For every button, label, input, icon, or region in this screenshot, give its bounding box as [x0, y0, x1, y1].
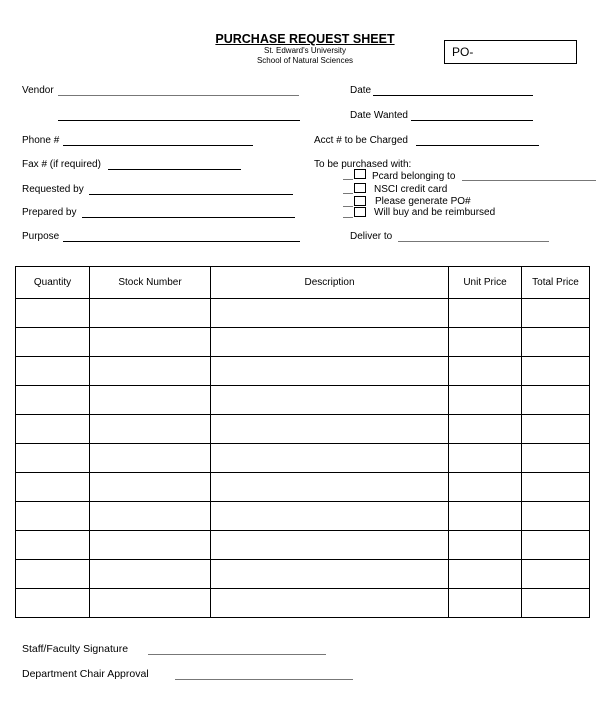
staff-signature-label: Staff/Faculty Signature: [22, 643, 129, 655]
items-table-body: [16, 299, 590, 618]
table-cell[interactable]: [522, 415, 590, 444]
option-line: [343, 206, 353, 207]
table-row: [16, 299, 590, 328]
fax-label: Fax # (if required): [22, 159, 101, 170]
table-cell[interactable]: [449, 357, 522, 386]
table-cell[interactable]: [90, 328, 211, 357]
table-cell[interactable]: [16, 589, 90, 618]
table-row: [16, 531, 590, 560]
vendor-field-line-2[interactable]: [58, 120, 300, 121]
requested-by-field[interactable]: [89, 194, 293, 195]
acct-label: Acct # to be Charged: [314, 135, 408, 146]
nsci-credit-card-checkbox[interactable]: [354, 183, 366, 193]
table-row: [16, 473, 590, 502]
table-cell[interactable]: [449, 531, 522, 560]
table-row: [16, 444, 590, 473]
acct-field[interactable]: [416, 145, 539, 146]
pcard-owner-field[interactable]: [462, 180, 596, 181]
table-cell[interactable]: [449, 299, 522, 328]
purpose-label: Purpose: [22, 231, 60, 242]
table-cell[interactable]: [449, 386, 522, 415]
table-cell[interactable]: [522, 444, 590, 473]
chair-approval-field[interactable]: [175, 679, 353, 680]
total-price-column-header: Total Price: [522, 267, 590, 299]
deliver-to-field[interactable]: [398, 241, 549, 242]
phone-label: Phone #: [22, 135, 60, 146]
po-number-box[interactable]: [444, 40, 577, 64]
table-cell[interactable]: [211, 299, 449, 328]
page-title: PURCHASE REQUEST SHEET: [215, 32, 395, 46]
table-cell[interactable]: [522, 560, 590, 589]
requested-by-label: Requested by: [22, 184, 84, 195]
table-cell[interactable]: [211, 357, 449, 386]
table-cell[interactable]: [449, 444, 522, 473]
table-cell[interactable]: [90, 299, 211, 328]
unit-price-column-header: Unit Price: [449, 267, 522, 299]
generate-po-checkbox[interactable]: [354, 196, 366, 206]
table-cell[interactable]: [90, 386, 211, 415]
table-cell[interactable]: [449, 328, 522, 357]
table-row: [16, 386, 590, 415]
pcard-label: Pcard belonging to: [372, 171, 456, 182]
table-cell[interactable]: [211, 415, 449, 444]
quantity-column-header: Quantity: [16, 267, 90, 299]
school-name: School of Natural Sciences: [256, 56, 354, 65]
table-cell[interactable]: [16, 357, 90, 386]
table-cell[interactable]: [522, 328, 590, 357]
prepared-by-label: Prepared by: [22, 207, 77, 218]
table-cell[interactable]: [16, 560, 90, 589]
table-row: [16, 328, 590, 357]
date-wanted-field[interactable]: [411, 120, 533, 121]
date-wanted-label: Date Wanted: [350, 110, 408, 121]
table-cell[interactable]: [90, 502, 211, 531]
option-line: [343, 179, 353, 180]
table-cell[interactable]: [90, 415, 211, 444]
table-row: [16, 589, 590, 618]
table-row: [16, 502, 590, 531]
table-header-row: [16, 267, 590, 299]
table-cell[interactable]: [90, 531, 211, 560]
table-cell[interactable]: [522, 531, 590, 560]
option-line: [343, 193, 353, 194]
buy-reimbursed-label: Will buy and be reimbursed: [374, 207, 496, 218]
table-cell[interactable]: [211, 589, 449, 618]
date-field[interactable]: [373, 95, 533, 96]
table-cell[interactable]: [211, 560, 449, 589]
table-cell[interactable]: [449, 589, 522, 618]
buy-reimbursed-checkbox[interactable]: [354, 207, 366, 217]
table-row: [16, 415, 590, 444]
table-row: [16, 560, 590, 589]
table-cell[interactable]: [211, 502, 449, 531]
option-line: [343, 217, 353, 218]
university-name: St. Edward's University: [264, 46, 346, 55]
prepared-by-field[interactable]: [82, 217, 295, 218]
table-cell[interactable]: [90, 473, 211, 502]
vendor-field[interactable]: [58, 95, 299, 96]
table-cell[interactable]: [522, 386, 590, 415]
table-cell[interactable]: [16, 444, 90, 473]
table-cell[interactable]: [16, 415, 90, 444]
table-cell[interactable]: [522, 473, 590, 502]
staff-signature-field[interactable]: [148, 654, 326, 655]
table-cell[interactable]: [449, 415, 522, 444]
table-cell[interactable]: [16, 328, 90, 357]
items-table: [15, 266, 590, 618]
date-label: Date: [350, 85, 372, 96]
table-row: [16, 357, 590, 386]
table-cell[interactable]: [90, 589, 211, 618]
table-cell[interactable]: [522, 299, 590, 328]
nsci-credit-card-label: NSCI credit card: [374, 184, 448, 195]
table-cell[interactable]: [90, 560, 211, 589]
chair-approval-label: Department Chair Approval: [22, 668, 149, 680]
description-column-header: Description: [211, 267, 449, 299]
table-cell[interactable]: [90, 444, 211, 473]
table-cell[interactable]: [90, 357, 211, 386]
table-cell[interactable]: [16, 531, 90, 560]
deliver-to-label: Deliver to: [350, 231, 393, 242]
table-cell[interactable]: [522, 589, 590, 618]
table-cell[interactable]: [211, 444, 449, 473]
table-cell[interactable]: [211, 473, 449, 502]
vendor-label: Vendor: [22, 85, 54, 96]
to-be-purchased-label: To be purchased with:: [314, 159, 412, 170]
table-cell[interactable]: [211, 531, 449, 560]
table-cell[interactable]: [522, 357, 590, 386]
purpose-field[interactable]: [63, 241, 300, 242]
po-label: PO-: [452, 45, 474, 59]
table-cell[interactable]: [211, 328, 449, 357]
table-cell[interactable]: [16, 299, 90, 328]
table-cell[interactable]: [522, 502, 590, 531]
pcard-checkbox[interactable]: [354, 169, 366, 179]
stock-number-column-header: Stock Number: [90, 267, 211, 299]
generate-po-label: Please generate PO#: [375, 196, 471, 207]
fax-field[interactable]: [108, 169, 241, 170]
table-cell[interactable]: [16, 502, 90, 531]
table-cell[interactable]: [449, 473, 522, 502]
table-cell[interactable]: [211, 386, 449, 415]
phone-field[interactable]: [63, 145, 253, 146]
table-cell[interactable]: [16, 386, 90, 415]
table-cell[interactable]: [16, 473, 90, 502]
table-cell[interactable]: [449, 502, 522, 531]
table-cell[interactable]: [449, 560, 522, 589]
